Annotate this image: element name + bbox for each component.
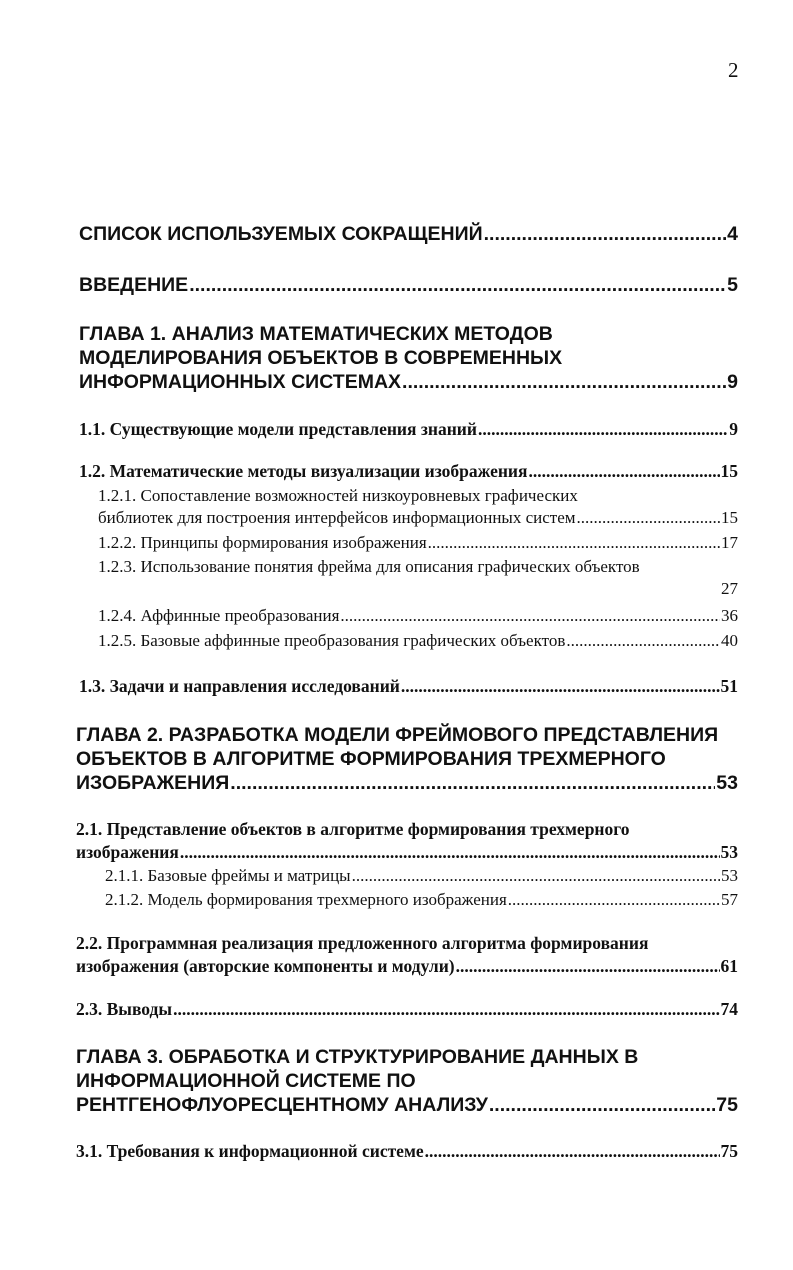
dot-leader — [180, 841, 720, 864]
dot-leader — [528, 460, 719, 483]
toc-entry-page: 27 — [721, 579, 738, 598]
toc-entry-page: 4 — [727, 223, 738, 245]
toc-entry-2-3[interactable] — [76, 998, 738, 1021]
dot-leader — [489, 1093, 715, 1117]
toc-entry-title: 1.3. Задачи и направления исследований — [79, 676, 400, 696]
toc-entry-page: 15 — [720, 461, 738, 481]
toc-entry-page: 15 — [721, 508, 738, 527]
toc-entry-page: 17 — [721, 533, 738, 552]
toc-entry-page: 51 — [720, 676, 738, 696]
dot-leader — [402, 370, 726, 394]
toc-entry-title: 2.1.2. Модель формирования трехмерного изображения — [105, 890, 507, 909]
toc-entry-title-line: библиотек для построения интерфейсов информационных систем — [98, 508, 576, 527]
dot-leader — [484, 222, 727, 246]
toc-entry-2-1-1[interactable] — [105, 865, 738, 887]
toc-entry-1-2-4[interactable] — [98, 605, 738, 627]
toc-entry-page: 5 — [727, 274, 738, 296]
dot-leader — [189, 273, 726, 297]
toc-entry-1-3[interactable] — [79, 675, 738, 698]
dot-leader — [352, 865, 720, 887]
toc-entry-title: 3.1. Требования к информационной системе — [76, 1141, 424, 1161]
toc-entry-page: 36 — [721, 606, 738, 625]
toc-entry-title-line: ИНФОРМАЦИОННЫХ СИСТЕМАХ — [79, 371, 402, 393]
toc-entry-title: СПИСОК ИСПОЛЬЗУЕМЫХ СОКРАЩЕНИЙ — [79, 223, 483, 245]
toc-entry-page: 75 — [716, 1094, 738, 1116]
toc-entry-title-line: 2.2. Программная реализация предложенного алгоритма формирования — [76, 933, 649, 953]
toc-entry-2-1-2[interactable] — [105, 889, 738, 911]
dot-leader — [508, 889, 720, 911]
toc-entry-title-line: ИЗОБРАЖЕНИЯ — [76, 772, 230, 794]
toc-entry-1-1[interactable] — [79, 418, 738, 441]
toc-entry-chapter-1[interactable] — [79, 322, 738, 394]
toc-entry-chapter-2[interactable] — [76, 723, 738, 795]
toc-entry-page: 74 — [720, 999, 738, 1019]
toc-entry-title-line: ГЛАВА 3. ОБРАБОТКА И СТРУКТУРИРОВАНИЕ ДАННЫХ В — [76, 1046, 639, 1068]
toc-entry-page: 53 — [721, 866, 738, 885]
toc-entry-title-line: РЕНТГЕНОФЛУОРЕСЦЕНТНОМУ АНАЛИЗУ — [76, 1094, 488, 1116]
toc-entry-introduction[interactable] — [79, 273, 738, 297]
dot-leader — [456, 955, 720, 978]
toc-entry-1-2[interactable] — [79, 460, 738, 483]
toc-entry-title-line: 1.2.1. Сопоставление возможностей низкоуровневых графических — [98, 486, 578, 505]
toc-entry-title: 1.2. Математические методы визуализации изображения — [79, 461, 528, 481]
toc-entry-title: 1.1. Существующие модели представления знаний — [79, 419, 477, 439]
toc-entry-2-2[interactable] — [76, 932, 738, 978]
toc-entry-2-1[interactable] — [76, 818, 738, 864]
toc-entry-title-line: МОДЕЛИРОВАНИЯ ОБЪЕКТОВ В СОВРЕМЕННЫХ — [79, 347, 563, 369]
toc-entry-title-line: изображения (авторские компоненты и модули) — [76, 956, 455, 976]
toc-entry-1-2-3[interactable] — [98, 556, 738, 600]
toc-entry-title: 1.2.2. Принципы формирования изображения — [98, 533, 427, 552]
dot-leader — [577, 507, 720, 529]
toc-entry-1-2-1[interactable] — [98, 485, 738, 529]
toc-entry-page: 57 — [721, 890, 738, 909]
dot-leader — [340, 605, 720, 627]
toc-entry-1-2-2[interactable] — [98, 532, 738, 554]
toc-entry-page: 40 — [721, 631, 738, 650]
toc-entry-title: 1.2.3. Использование понятия фрейма для описания графических объектов — [98, 557, 640, 576]
toc-entry-page: 75 — [720, 1141, 738, 1161]
toc-entry-title: 1.2.4. Аффинные преобразования — [98, 606, 340, 625]
toc-entry-chapter-3[interactable] — [76, 1045, 738, 1117]
toc-entry-page: 61 — [720, 956, 738, 976]
toc-entry-page: 9 — [729, 419, 738, 439]
dot-leader — [173, 998, 719, 1021]
toc-entry-abbreviations[interactable] — [79, 222, 738, 246]
toc-entry-title-line: ГЛАВА 1. АНАЛИЗ МАТЕМАТИЧЕСКИХ МЕТОДОВ — [79, 323, 553, 345]
page-number: 2 — [728, 58, 739, 82]
toc-entry-title-line: ИНФОРМАЦИОННОЙ СИСТЕМЕ ПО — [76, 1070, 416, 1092]
toc-entry-title-line: 2.1. Представление объектов в алгоритме формирования трехмерного — [76, 819, 630, 839]
toc-entry-title: 2.3. Выводы — [76, 999, 173, 1019]
toc-entry-title-line: ГЛАВА 2. РАЗРАБОТКА МОДЕЛИ ФРЕЙМОВОГО ПРЕДСТАВЛЕНИЯ — [76, 724, 719, 746]
dot-leader — [566, 630, 720, 652]
toc-entry-title-line: изображения — [76, 842, 179, 862]
toc-entry-page: 53 — [716, 772, 738, 794]
dot-leader — [428, 532, 720, 554]
dot-leader — [425, 1140, 720, 1163]
toc-entry-title: 2.1.1. Базовые фреймы и матрицы — [105, 866, 351, 885]
toc-entry-title-line: ОБЪЕКТОВ В АЛГОРИТМЕ ФОРМИРОВАНИЯ ТРЕХМЕРНОГО — [76, 748, 666, 770]
toc-entry-page: 9 — [727, 371, 738, 393]
dot-leader — [478, 418, 728, 441]
dot-leader — [401, 675, 720, 698]
toc-entry-1-2-5[interactable] — [98, 630, 738, 652]
dot-leader — [230, 771, 715, 795]
toc-entry-title: ВВЕДЕНИЕ — [79, 274, 189, 296]
toc-entry-page: 53 — [720, 842, 738, 862]
toc-entry-3-1[interactable] — [76, 1140, 738, 1163]
toc-entry-title: 1.2.5. Базовые аффинные преобразования графических объектов — [98, 631, 566, 650]
